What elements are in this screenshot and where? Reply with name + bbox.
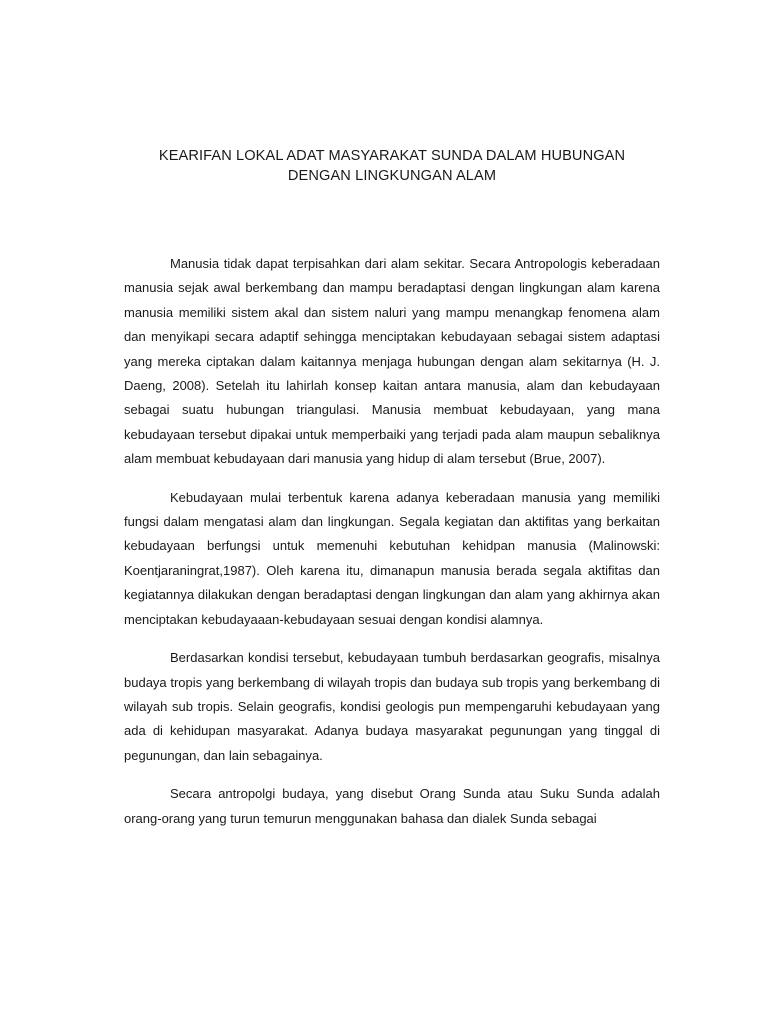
paragraph-2: Kebudayaan mulai terbentuk karena adanya keberadaan manusia yang memiliki fungsi dalam mengatasi alam dan lingkungan. Segala kegiatan dan aktifitas yang berkaitan kebudayaan berfungsi untuk memenuhi kebutuhan kehidpan manusia (Malinowski: Koentjaraningrat,1987). Oleh karena itu, dimanapun manusia berada segala aktifitas dan kegiatannya dilakukan dengan beradaptasi dengan lingkungan dan alam yang akhirnya akan menciptakan kebudayaaan-kebudayaan sesuai dengan kondisi alamnya. [124, 489, 660, 627]
title-line-1: KEARIFAN LOKAL ADAT MASYARAKAT SUNDA DALAM HUBUNGAN [158, 148, 626, 164]
paragraph-4: Secara antropolgi budaya, yang disebut Orang Sunda atau Suku Sunda adalah orang-orang yang turun temurun menggunakan bahasa dan dialek Sunda sebagai [124, 786, 660, 826]
title-line-2: DENGAN LINGKUNGAN ALAM [287, 168, 497, 184]
paragraph-1: Manusia tidak dapat terpisahkan dari alam sekitar. Secara Antropologis keberadaan manusia sejak awal berkembang dan mampu beradaptasi dengan lingkungan alam karena manusia memiliki sistem akal dan sistem naluri yang mampu menangkap fenomena alam dan menyikapi secara adaptif sehingga menciptakan kebudayaan sebagai sistem adaptasi yang mereka ciptakan dalam kaitannya menjaga hubungan dengan alam sekitarnya (H. J. Daeng, 2008). Setelah itu lahirlah konsep kaitan antara manusia, alam dan kebudayaan sebagai suatu hubungan triangulasi. Manusia membuat kebudayaan, yang mana kebudayaan tersebut dipakai untuk memperbaiki yang terjadi pada alam maupun sebaliknya alam membuat kebudayaan dari manusia yang hidup di alam tersebut (Brue, 2007). [124, 256, 660, 467]
document-title [124, 146, 660, 186]
document-body [124, 252, 660, 845]
paragraph-3: Berdasarkan kondisi tersebut, kebudayaan tumbuh berdasarkan geografis, misalnya budaya tropis yang berkembang di wilayah tropis dan budaya sub tropis yang berkembang di wilayah sub tropis. Selain geografis, kondisi geologis pun mempengaruhi kebudayaan yang ada di kehidupan masyarakat. Adanya budaya masyarakat pegunungan yang tinggal di pegunungan, dan lain sebagainya. [124, 650, 660, 763]
